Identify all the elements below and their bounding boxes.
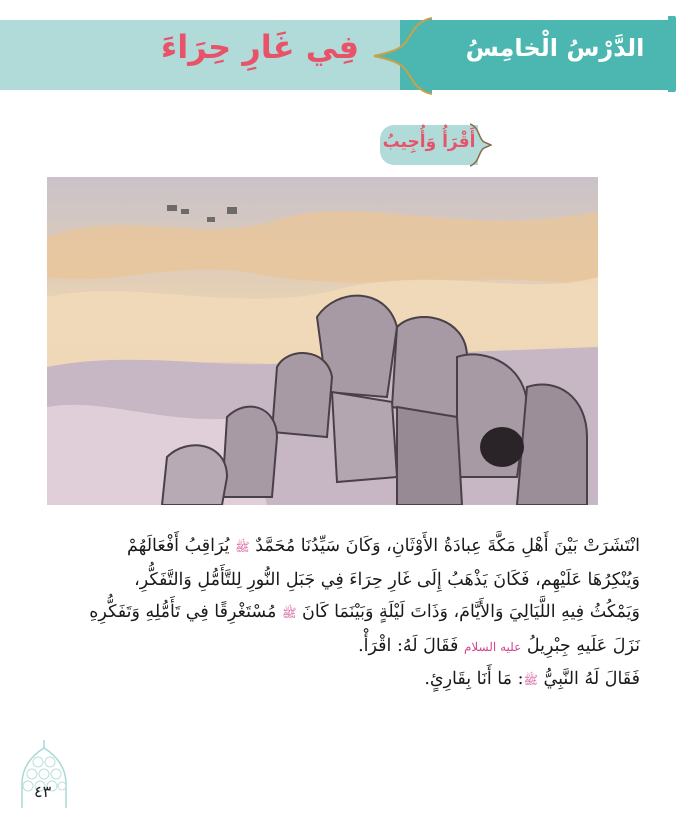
page-title: فِي غَارِ حِرَاءَ [160, 28, 360, 66]
lesson-number-label: الدَّرْسُ الْخامِسُ [465, 34, 645, 62]
section-badge-label: أَقْرَأُ وَأُجِيبُ [382, 132, 476, 152]
header-band-edge [668, 16, 676, 92]
story-line [40, 663, 640, 697]
text-segment: يُرَاقِبُ أَفْعَالَهُمْ [127, 536, 230, 556]
text-segment: نَزَلَ عَلَيهِ جِبْرِيلُ [526, 635, 640, 656]
story-line [40, 564, 640, 597]
text-segment: انْتَشَرَتْ بَيْنَ أَهْلِ مَكَّةَ عِبادَةُ الأَوْثَانِ، وَكَانَ سَيِّدُنَا مُحَمَّدٌ [255, 536, 640, 556]
honorific-mark: ﷺ [281, 606, 297, 620]
text-segment: : مَا أَنَا بِقَارِئٍ. [424, 669, 524, 689]
text-segment: وَيُنْكِرُهَا عَلَيْهِم، فَكَانَ يَذْهَبُ إِلَى غَارِ حِرَاءَ فِي جَبَلِ النُّورِ لِلتَّأَمُّلِ وَالتَّفَكُّرِ، [134, 569, 640, 590]
text-segment: فَقَالَ لَهُ: اقْرَأْ. [358, 635, 459, 656]
honorific-mark: ﷺ [235, 540, 250, 554]
text-segment: فَقَالَ لَهُ النَّبِيُّ [543, 669, 640, 689]
ornament-arch-icon [372, 16, 432, 96]
story-line [40, 630, 640, 664]
text-segment: وَيَمْكُثُ فِيهِ اللَّيَالِيَ وَالأَيَّامَ، وَذَاتَ لَيْلَةٍ وَبَيْنَمَا كَانَ [302, 602, 640, 622]
lesson-story-text [40, 530, 640, 697]
text-segment: مُسْتَغْرِقًا فِي تَأَمُّلِهِ وَتَفَكُّرِهِ [89, 602, 277, 622]
story-line [40, 530, 640, 564]
honorific-mark: ﷺ [523, 673, 538, 687]
story-line [40, 596, 640, 630]
cave-hira-illustration [47, 177, 598, 505]
honorific-mark: عليه السلام [463, 639, 522, 654]
page-number: ٤٣ [34, 782, 52, 801]
